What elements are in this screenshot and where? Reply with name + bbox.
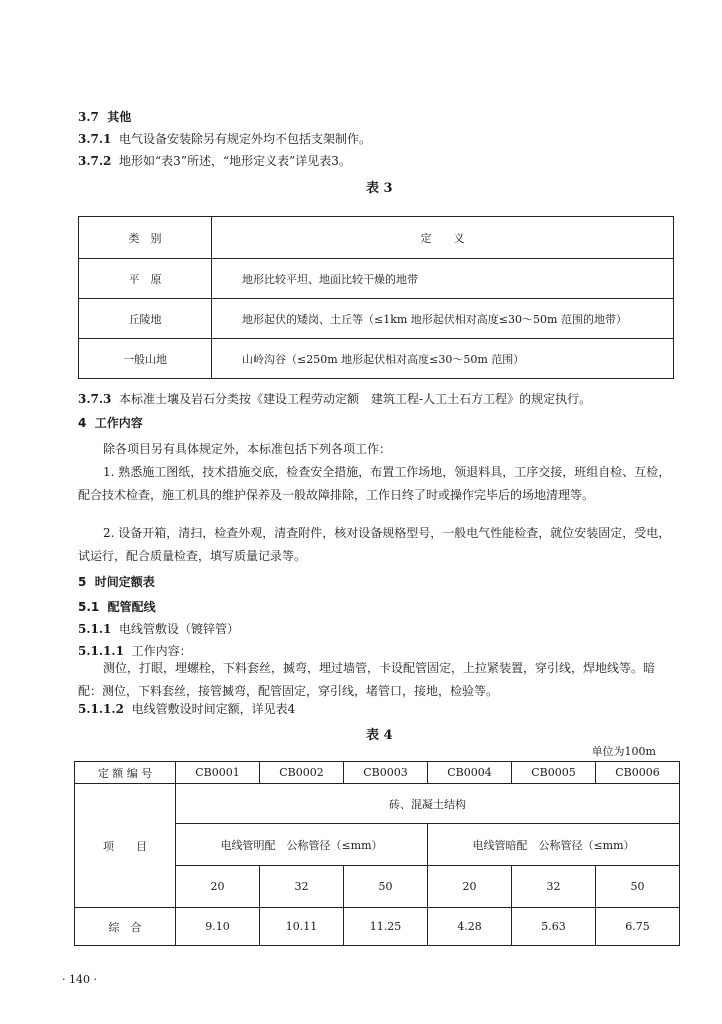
total-value: 5.63: [512, 908, 596, 946]
clause-number: 3.7.1: [78, 132, 112, 146]
total-label: 综 合: [75, 908, 176, 946]
row-category: 一般山地: [79, 339, 212, 379]
clause-text: 电线管敷设时间定额，详见表4: [131, 702, 296, 716]
section-4-intro: 除各项目另有具体规定外，本标准包括下列各项工作：: [103, 442, 392, 456]
clause-text: 地形如“表3”所述，“地形定义表”详见表3。: [119, 154, 351, 168]
section-5-heading: [78, 573, 155, 590]
clause-text: 本标准土壤及岩石分类按《建设工程劳动定额 建筑工程-人工土石方工程》的规定执行。: [119, 392, 592, 406]
table4-unit: 单位为100m: [591, 745, 656, 758]
section-title: 时间定额表: [94, 575, 155, 589]
item-label: 项 目: [75, 784, 176, 908]
quota-code: CB0005: [512, 762, 596, 784]
diameter-cell: 32: [512, 866, 596, 908]
row-definition: 山岭沟谷（≤250m 地形起伏相对高度≤30～50m 范围）: [212, 339, 674, 379]
diameter-cell: 32: [260, 866, 344, 908]
section-5-1-heading: [78, 598, 156, 615]
section-number: 5: [78, 575, 87, 589]
group-concealed: 电线管暗配 公称管径（≤mm）: [428, 824, 680, 866]
total-row: [75, 908, 680, 946]
section-number: 4: [78, 416, 87, 430]
quota-code: CB0004: [428, 762, 512, 784]
diameter-cell: 20: [176, 866, 260, 908]
section-4-item-2: 2. 设备开箱，清扫，检查外观，清查附件，核对设备规格型号，一般电气性能检查，就位安装固定，受电，试运行，配合质量检查，填写质量记录等。: [78, 526, 671, 563]
section-4-item-1: 1. 熟悉施工图纸，技术措施交底，检查安全措施，布置工作场地，领退料具，工序交接，班组自检、互检，配合技术检查，施工机具的维护保养及一般故障排除，工作日终了时或操作完毕后的场地清理等。: [78, 465, 671, 502]
clause-text: 电气设备安装除另有规定外均不包括支架制作。: [119, 132, 372, 146]
section-title: 其他: [107, 110, 132, 124]
quota-code: CB0006: [596, 762, 680, 784]
total-value: 10.11: [260, 908, 344, 946]
table3-caption: 表 3: [366, 181, 393, 196]
clause-number: 5.1.1.1: [78, 644, 124, 658]
clause-text: 工作内容：: [131, 644, 192, 658]
total-value: 9.10: [176, 908, 260, 946]
group-exposed: 电线管明配 公称管径（≤mm）: [176, 824, 428, 866]
clause-5-1-1-2: [78, 700, 295, 717]
header-definition: 定 义: [212, 217, 674, 259]
table4-caption: 表 4: [366, 728, 393, 743]
section-3-7-heading: [78, 108, 131, 125]
clause-3-7-2: [78, 152, 351, 169]
terrain-definition-table: [78, 216, 674, 379]
section-title: 工作内容: [94, 416, 143, 430]
section-title: 配管配线: [107, 600, 156, 614]
table-header-row: [79, 217, 674, 259]
row-category: 丘陵地: [79, 299, 212, 339]
table-row: [79, 299, 674, 339]
diameter-cell: 20: [428, 866, 512, 908]
clause-3-7-1: [78, 130, 371, 147]
clause-3-7-3: [78, 390, 591, 407]
clause-text: 电线管敷设（镀锌管）: [119, 622, 240, 636]
row-definition: 地形起伏的矮岗、土丘等（≤1km 地形起伏相对高度≤30～50m 范围的地带）: [212, 299, 674, 339]
total-value: 11.25: [344, 908, 428, 946]
diameter-cell: 50: [596, 866, 680, 908]
diameter-cell: 50: [344, 866, 428, 908]
row-definition: 地形比较平坦、地面比较干燥的地带: [212, 259, 674, 299]
row-category: 平 原: [79, 259, 212, 299]
table-row: [79, 339, 674, 379]
clause-number: 5.1.1: [78, 622, 112, 636]
quota-code: CB0003: [344, 762, 428, 784]
work-content-body: 测位，打眼，埋螺栓，下料套丝，揻弯，埋过墙管，卡设配管固定，上拉紧装置，穿引线，焊地线等。暗配：测位，下料套丝，接管揻弯，配管固定，穿引线，堵管口，接地，检验等。: [78, 661, 656, 698]
table-row: [79, 259, 674, 299]
quota-code: CB0002: [260, 762, 344, 784]
material-row: [75, 784, 680, 824]
section-4-heading: [78, 414, 143, 431]
code-label: 定 额 编 号: [75, 762, 176, 784]
page-number: · 140 ·: [62, 973, 97, 986]
clause-number: 5.1.1.2: [78, 702, 124, 716]
total-value: 6.75: [596, 908, 680, 946]
quota-code: CB0001: [176, 762, 260, 784]
clause-number: 3.7.3: [78, 392, 112, 406]
header-category: 类 别: [79, 217, 212, 259]
section-number: 3.7: [78, 110, 99, 124]
clause-number: 3.7.2: [78, 154, 112, 168]
section-number: 5.1: [78, 600, 100, 614]
structure-type: 砖、混凝土结构: [176, 784, 680, 824]
code-row: [75, 762, 680, 784]
total-value: 4.28: [428, 908, 512, 946]
conduit-time-quota-table: [74, 761, 680, 946]
clause-5-1-1: [78, 620, 239, 637]
